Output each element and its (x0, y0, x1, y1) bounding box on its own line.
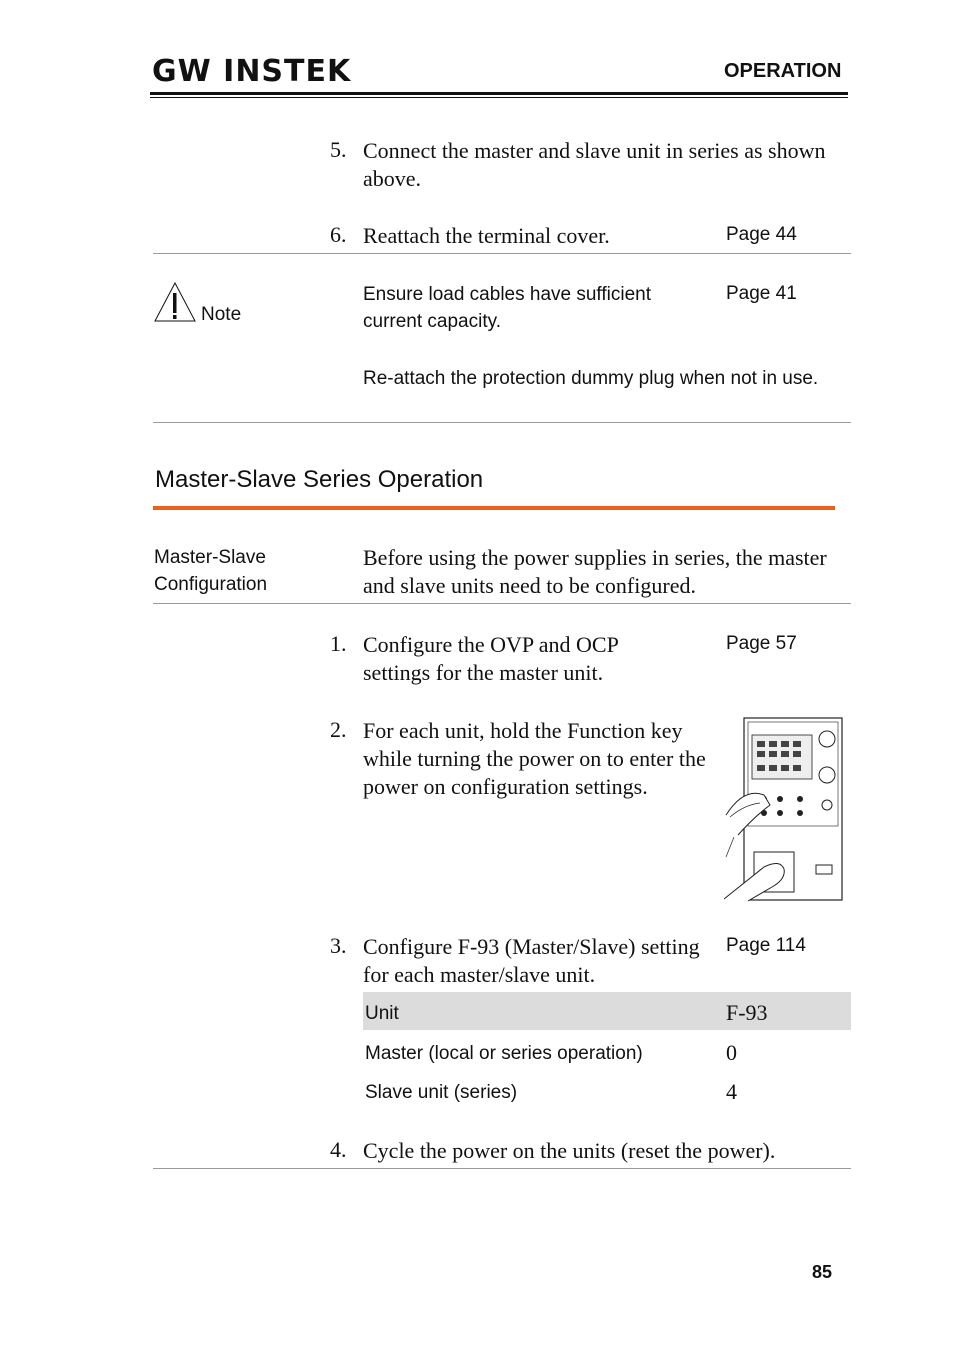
table-cell: Master (local or series operation) (365, 1043, 643, 1064)
table-header-row (363, 992, 851, 1030)
page-reference: Page 114 (726, 935, 806, 956)
page-number: 85 (812, 1262, 833, 1282)
page-reference: Page 44 (726, 224, 797, 245)
config-text: Before using the power supplies in series, the master and slave units need to be configured. (363, 545, 827, 598)
table-header-cell: Unit (365, 1003, 399, 1024)
step-text: For each unit, hold the Function key while turning the power on to enter the power on configuration settings. (363, 718, 706, 799)
row-divider (153, 253, 851, 254)
chapter-title: OPERATION (724, 60, 842, 82)
section-heading: Master-Slave Series Operation (155, 466, 484, 493)
table-header-cell: F-93 (726, 1000, 768, 1025)
power-supply-front-panel-illustration (724, 717, 844, 903)
step-text: Cycle the power on the units (reset the power). (363, 1138, 776, 1163)
row-divider (153, 1168, 851, 1169)
page-reference: Page 57 (726, 633, 797, 654)
section-underline (153, 506, 835, 510)
table-cell: 0 (726, 1040, 737, 1065)
note-text: Re-attach the protection dummy plug when not in use. (363, 368, 819, 389)
note-label: Note (201, 304, 242, 325)
table-cell: 4 (726, 1079, 737, 1104)
row-divider (153, 422, 851, 423)
step-number: 2. (330, 717, 347, 742)
step-number: 6. (330, 222, 347, 247)
header-rule (150, 92, 848, 95)
step-text: Configure F-93 (Master/Slave) setting for each master/slave unit. (363, 934, 700, 987)
config-label: Master-Slave Configuration (154, 547, 268, 595)
step-number: 4. (330, 1137, 347, 1162)
brand-logo: GW INSTEK (152, 54, 352, 89)
step-text: Reattach the terminal cover. (363, 223, 610, 248)
step-number: 5. (330, 137, 347, 162)
warning-icon (153, 281, 197, 323)
row-divider (153, 603, 851, 604)
step-text: Configure the OVP and OCP settings for the master unit. (363, 632, 619, 685)
step-number: 1. (330, 631, 347, 656)
step-text: Connect the master and slave unit in series as shown above. (363, 138, 826, 191)
table-cell: Slave unit (series) (365, 1082, 518, 1103)
step-number: 3. (330, 933, 347, 958)
page-reference: Page 41 (726, 283, 797, 304)
header-rule-thin (150, 97, 848, 98)
note-text: Ensure load cables have sufficient current capacity. (363, 284, 651, 332)
